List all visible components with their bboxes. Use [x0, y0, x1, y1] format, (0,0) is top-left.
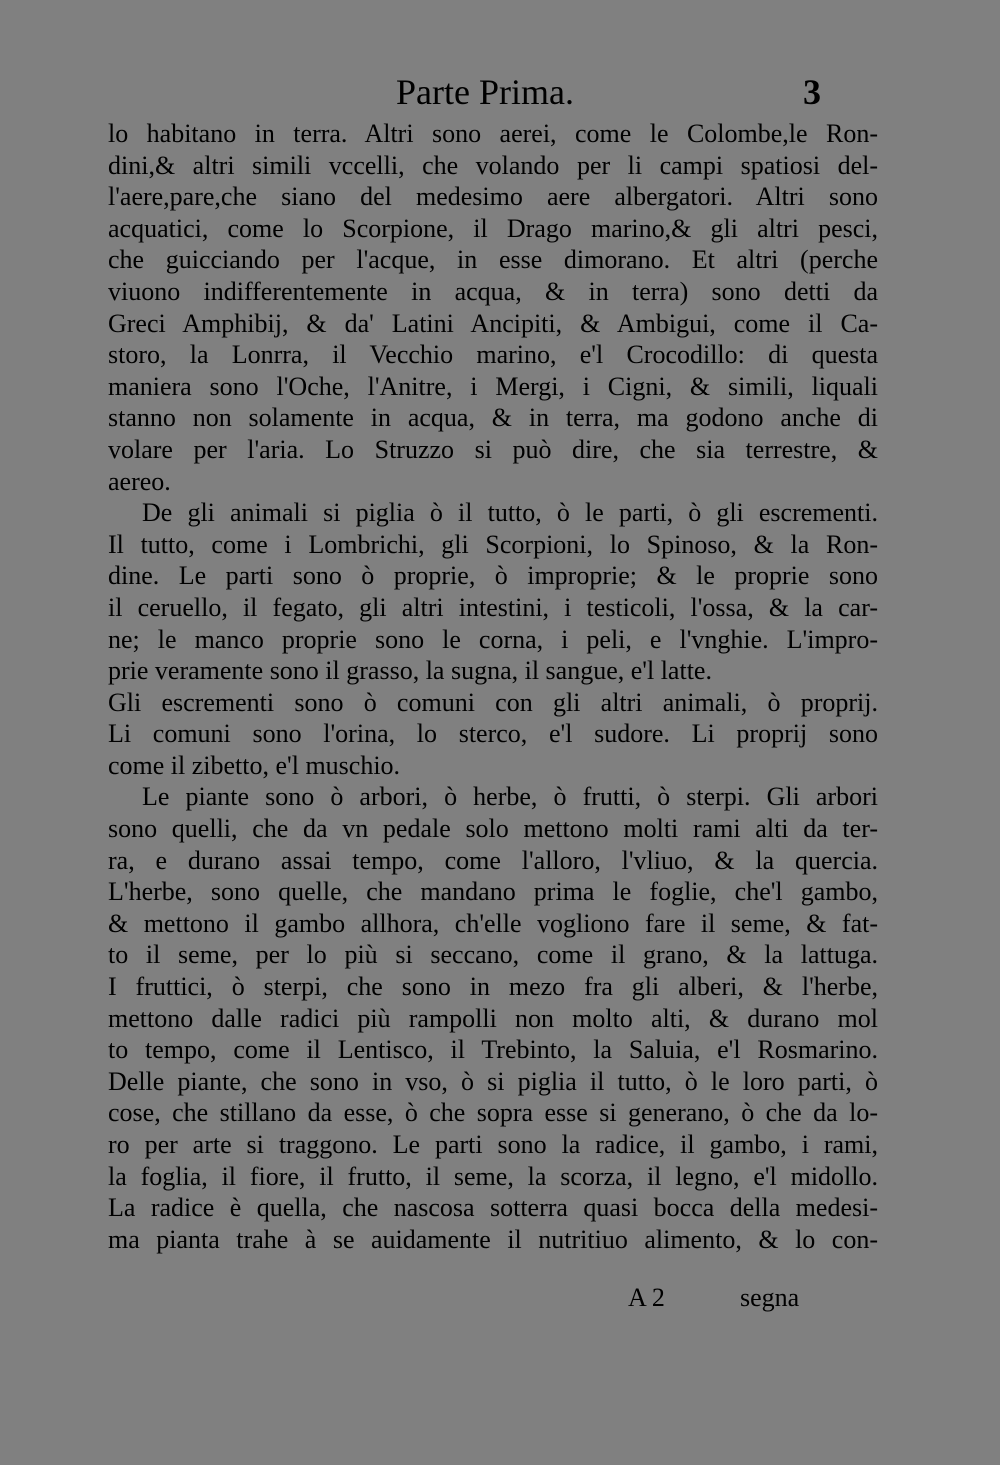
text-line: stanno non solamente in acqua, & in terra, ma godono anche di [108, 403, 878, 433]
text-line: sono quelli, che da vn pedale solo mettono molti rami alti da ter- [108, 814, 878, 844]
text-line: ma pianta trahe à se auidamente il nutritiuo alimento, & lo con- [108, 1224, 878, 1254]
page-number: 3 [803, 72, 821, 112]
text-line: L'herbe, sono quelle, che mandano prima le foglie, che'l gambo, [108, 877, 878, 907]
running-head [0, 64, 1000, 120]
text-line: to il seme, per lo più si seccano, come il grano, & la lattuga. [108, 940, 878, 970]
text-line: ra, e durano assai tempo, come l'alloro, l'vliuo, & la quercia. [108, 845, 878, 875]
body-text [108, 118, 878, 1255]
signature-mark: A 2 [628, 1283, 665, 1312]
text-line: prie veramente sono il grasso, la sugna, il sangue, e'l latte. [108, 656, 712, 686]
text-line: dine. Le parti sono ò proprie, ò improprie; & le proprie sono [108, 561, 878, 591]
text-line: che guicciando per l'acque, in esse dimorano. Et altri (perche [108, 245, 878, 275]
text-line: Le piante sono ò arbori, ò herbe, ò frutti, ò sterpi. Gli arbori [142, 782, 878, 812]
catchword: segna [740, 1283, 800, 1312]
text-line: La radice è quella, che nascosa sotterra quasi bocca della medesi- [108, 1193, 878, 1223]
text-line: ro per arte si traggono. Le parti sono la radice, il gambo, i rami, [108, 1130, 878, 1159]
text-line: l'aere,pare,che siano del medesimo aere albergatori. Altri sono [108, 182, 878, 212]
text-line: I fruttici, ò sterpi, che sono in mezo fra gli alberi, & l'herbe, [108, 972, 878, 1002]
text-line: aereo. [108, 466, 171, 496]
text-line: Li comuni sono l'orina, lo sterco, e'l sudore. Li proprij sono [108, 719, 878, 749]
text-line: mettono dalle radici più rampolli non molto alti, & durano mol [108, 1003, 878, 1033]
text-line: volare per l'aria. Lo Struzzo si può dire, che sia terrestre, & [108, 434, 878, 464]
text-line: Il tutto, come i Lombrichi, gli Scorpioni, lo Spinoso, & la Ron- [108, 529, 878, 559]
text-line: dini,& altri simili vccelli, che volando per li campi spatiosi del- [108, 150, 878, 180]
text-line: la foglia, il fiore, il frutto, il seme, la scorza, il legno, e'l midollo. [108, 1161, 878, 1191]
text-line: lo habitano in terra. Altri sono aerei, come le Colombe,le Ron- [108, 119, 878, 148]
text-line: De gli animali si piglia ò il tutto, ò le parti, ò gli escrementi. [142, 498, 878, 528]
text-line: ne; le manco proprie sono le corna, i peli, e l'vnghie. L'impro- [108, 624, 878, 654]
running-title: Parte Prima. [396, 72, 574, 112]
text-line: come il zibetto, e'l muschio. [108, 750, 401, 780]
page-footer [0, 1280, 1000, 1320]
text-line: Gli escrementi sono ò comuni con gli altri animali, ò proprij. [108, 687, 878, 717]
text-line: viuono indifferentemente in acqua, & in terra) sono detti da [108, 276, 878, 306]
text-line: Delle piante, che sono in vso, ò si piglia il tutto, ò le loro parti, ò [108, 1066, 878, 1096]
text-line: il ceruello, il fegato, gli altri intestini, i testicoli, l'ossa, & la car- [108, 592, 878, 622]
text-line: storo, la Lonrra, il Vecchio marino, e'l Crocodillo: di questa [108, 340, 878, 370]
text-line: to tempo, come il Lentisco, il Trebinto, la Saluia, e'l Rosmarino. [108, 1035, 878, 1065]
text-line: & mettono il gambo allhora, ch'elle vogliono fare il seme, & fat- [108, 908, 878, 938]
text-line: cose, che stillano da esse, ò che sopra esse si generano, ò che da lo- [108, 1098, 878, 1128]
text-line: Greci Amphibij, & da' Latini Ancipiti, & Ambigui, come il Ca- [108, 308, 878, 338]
text-line: acquatici, come lo Scorpione, il Drago marino,& gli altri pesci, [108, 213, 878, 243]
text-line: maniera sono l'Oche, l'Anitre, i Mergi, i Cigni, & simili, liquali [108, 371, 878, 401]
